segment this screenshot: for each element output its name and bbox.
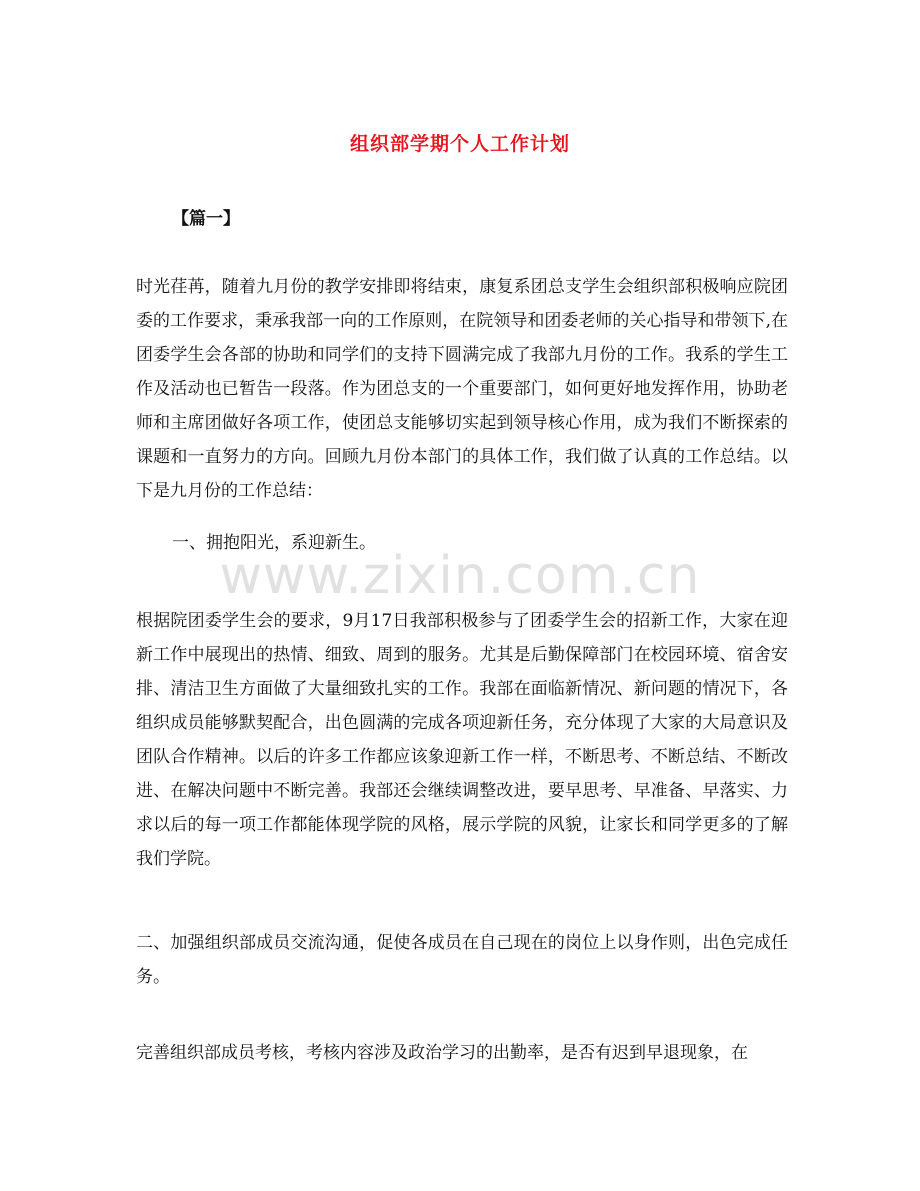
- item-heading-2: 二、加强组织部成员交流沟通，促使各成员在自己现在的岗位上以身作则，出色完成任务。: [136, 933, 788, 987]
- item-heading-1: 一、拥抱阳光，系迎新生。: [172, 533, 376, 553]
- document-title: 组织部学期个人工作计划: [349, 133, 570, 155]
- paragraph-item-2: 完善组织部成员考核，考核内容涉及政治学习的出勤率，是否有迟到早退现象，在: [136, 1043, 748, 1063]
- watermark-text: www.zixin.com.cn: [219, 546, 701, 606]
- paragraph-item-1: 根据院团委学生会的要求，9月17日我部积极参与了团委学生会的招新工作，大家在迎新工作中展现出的热情、细致、周到的服务。尤其是后勤保障部门在校园环境、宿舍安排、清洁卫生方面做了大量细致扎实的工作。我部在面临新情况、新问题的情况下，各组织成员能够默契配合，出色圆满的完成各项迎新任务，充分体现了大家的大局意识及团队合作精神。以后的许多工作都应该象迎新工作一样，不断思考、不断总结、不断改进、在解决问题中不断完善。我部还会继续调整改进，要早思考、早准备、早落实、力求以后的每一项工作都能体现学院的风格，展示学院的风貌，让家长和同学更多的了解我们学院。: [136, 611, 788, 869]
- section-heading: 【篇一】: [172, 209, 240, 229]
- paragraph-intro: 时光荏苒，随着九月份的教学安排即将结束，康复系团总支学生会组织部积极响应院团委的工作要求，秉承我部一向的工作原则，在院领导和团委老师的关心指导和带领下,在团委学生会各部的协助和同学们的支持下圆满完成了我部九月份的工作。我系的学生工作及活动也已暂告一段落。作为团总支的一个重要部门，如何更好地发挥作用，协助老师和主席团做好各项工作，使团总支能够切实起到领导核心作用，成为我们不断探索的课题和一直努力的方向。回顾九月份本部门的具体工作，我们做了认真的工作总结。以下是九月份的工作总结：: [136, 277, 788, 501]
